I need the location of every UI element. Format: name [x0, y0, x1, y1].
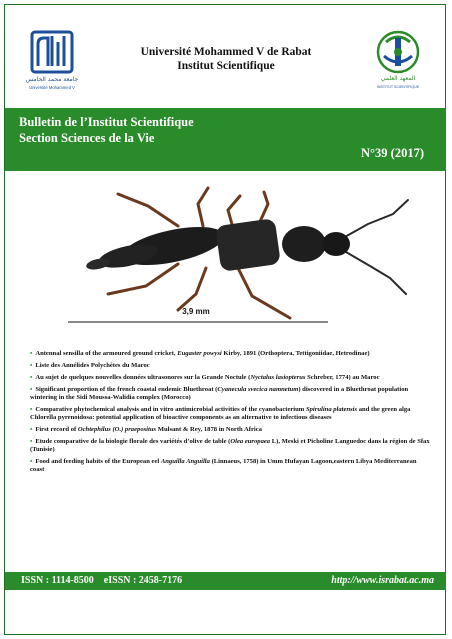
left-logo-caption: Université Mohammed V — [29, 85, 75, 90]
article-list — [30, 350, 430, 478]
article-item: • Antennal sensilla of the armoured ground cricket, Eugaster powysi Kirby, 1891 (Orthoptera, Tettigoniidae, Hetrodinae) — [30, 350, 370, 357]
right-logo-caption: INSTITUT SCIENTIFIQUE — [376, 85, 420, 89]
bullet-icon: • — [30, 386, 33, 393]
beetle-illustration — [28, 186, 422, 334]
left-logo-caption-ar: جامعة محمد الخامس — [26, 76, 78, 83]
article-item: • First record of Ochtephilus (O.) praepositus Mulsant & Rey, 1878 in North Africa — [30, 426, 262, 433]
bullet-icon: • — [30, 426, 33, 433]
bulletin-title — [19, 114, 194, 146]
bullet-icon: • — [30, 406, 33, 413]
bulletin-title-line2: Section Sciences de la Vie — [19, 131, 155, 145]
right-logo-caption-ar: المعهد العلمي — [380, 75, 416, 82]
university-logo — [26, 26, 78, 92]
bullet-icon: • — [30, 458, 33, 465]
header — [0, 0, 452, 108]
article-item: • Etude comparative de la biologie florale des variétés d’olive de table (Olea europaea L), Meski et Picholine Languedoc dans la région de Sfax (Tunisie) — [30, 438, 430, 453]
institute-name: Institut Scientifique — [177, 60, 275, 72]
bullet-icon: • — [30, 350, 33, 357]
footer-band — [5, 572, 446, 590]
article-item: • Au sujet de quelques nouvelles données ultrasonores sur la Grande Noctule (Nyctalus lasiopterus Schreber, 1774) au Maroc — [30, 374, 380, 381]
website-link[interactable]: http://www.israbat.ac.ma — [331, 575, 434, 586]
issn-text — [21, 575, 182, 586]
article-item: • Comparative phytochemical analysis and in vitro antimicrobial activities of the cyanobacterium Spirulina platensis and the green alga Chlorella pyrenoidosa: potential application of bioactive components as an alternative to infectious diseases — [30, 406, 411, 421]
article-item: • Food and feeding habits of the European eel Anguilla Anguilla (Linnaeus, 1758) in Umm Hufayan Lagoon,eastern Libya Mediterranean coast — [30, 458, 417, 473]
cover-photo — [28, 186, 422, 334]
university-name: Université Mohammed V de Rabat — [140, 46, 312, 58]
issn: ISSN : 1114-8500 — [21, 575, 94, 586]
bullet-icon: • — [30, 374, 33, 381]
article-item: • Liste des Annélides Polychètes du Maroc — [30, 362, 150, 369]
article-item: • Significant proportion of the french coastal endemic Bluethroat (Cyanecula svecica namnetum) discovered in a Bluethroat population wintering in the Sidi Moussa-Walidia complex (Morocco) — [30, 386, 409, 401]
scale-label: 3,9 mm — [182, 307, 210, 316]
bulletin-title-line1: Bulletin de l’Institut Scientifique — [19, 115, 194, 129]
title-band — [5, 108, 446, 171]
issue-number: N°39 (2017) — [361, 146, 424, 160]
university-title — [110, 45, 342, 73]
eissn: eISSN : 2458-7176 — [103, 575, 183, 586]
bullet-icon: • — [30, 362, 33, 369]
bullet-icon: • — [30, 438, 33, 445]
institute-logo — [368, 28, 428, 90]
